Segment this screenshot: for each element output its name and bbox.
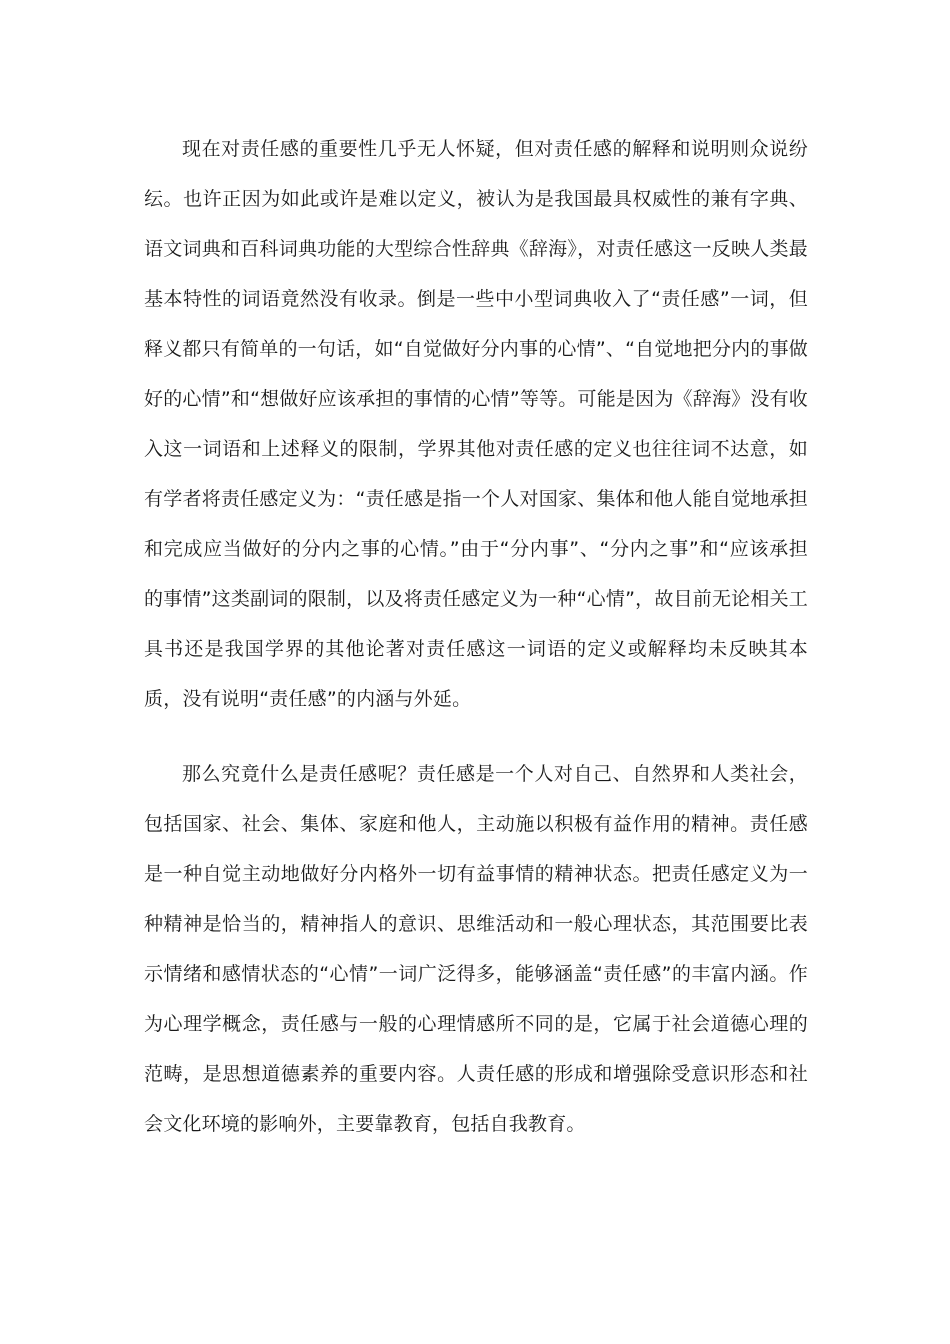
paragraph-responsibility-definition: 那么究竟什么是责任感呢？责任感是一个人对自己、自然界和人类社会，包括国家、社会、集体、家庭和他人，主动施以积极有益作用的精神。责任感是一种自觉主动地做好分内格外一切有益事情的精神状态。把责任感定义为一种精神是恰当的，精神指人的意识、思维活动和一般心理状态，其范围要比表示情绪和感情状态的“心情”一词广泛得多，能够涵盖“责任感”的丰富内涵。作为心理学概念，责任感与一般的心理情感所不同的是，它属于社会道德心理的范畴，是思想道德素养的重要内容。人责任感的形成和增强除受意识形态和社会文化环境的影响外，主要靠教育，包括自我教育。	[144, 763, 808, 1135]
paragraph-definition-debate: 现在对责任感的重要性几乎无人怀疑，但对责任感的解释和说明则众说纷纭。也许正因为如此或许是难以定义，被认为是我国最具权威性的兼有字典、语文词典和百科词典功能的大型综合性辞典《辞海》，对责任感这一反映人类最基本特性的词语竟然没有收录。倒是一些中小型词典收入了“责任感”一词，但释义都只有简单的一句话，如“自觉做好分内事的心情”、“自觉地把分内的事做好的心情”和“想做好应该承担的事情的心情”等等。可能是因为《辞海》没有收入这一词语和上述释义的限制，学界其他对责任感的定义也往往词不达意，如有学者将责任感定义为：“责任感是指一个人对国家、集体和他人能自觉地承担和完成应当做好的分内之事的心情。”由于“分内事”、“分内之事”和“应该承担的事情”这类副词的限制，以及将责任感定义为一种“心情”，故目前无论相关工具书还是我国学界的其他论著对责任感这一词语的定义或解释均未反映其本质，没有说明“责任感”的内涵与外延。	[144, 138, 808, 710]
